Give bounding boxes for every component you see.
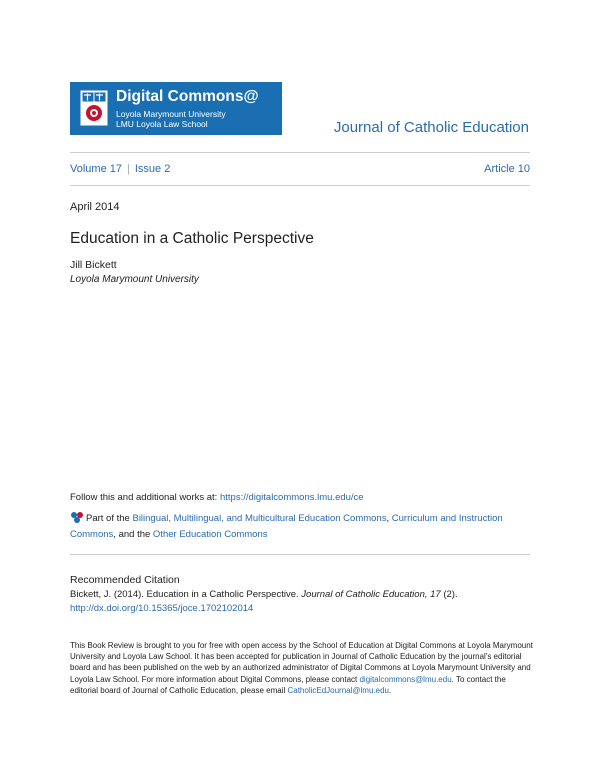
- part-of-commons: [70, 511, 532, 543]
- lmu-shield-icon: [80, 90, 108, 126]
- follow-line: [70, 492, 364, 503]
- open-access-notice: [70, 640, 535, 696]
- divider: [70, 554, 530, 555]
- citation-journal: Journal of Catholic Education, 17: [301, 589, 441, 600]
- journal-title-link[interactable]: Journal of Catholic Education: [333, 119, 529, 136]
- logo-title: Digital Commons@: [116, 88, 259, 105]
- notice-text-1: This Book Review is brought to you for free with open access by the School of Education at Digital Commons at Loyola Marymount University and Loyola Law School. It has been accepted for publication in Journal of Catholic Education by the journal's editorial board and has been published on the web by an authorized administrator of Digital Commons at Loyola Marymount University and Loyola Law School. For more information about Digital Commons, please contact: [70, 641, 533, 684]
- part-of-sep1: ,: [386, 513, 392, 524]
- divider: [70, 185, 530, 186]
- part-of-prefix: Part of the: [86, 513, 133, 524]
- follow-text: Follow this and additional works at:: [70, 492, 220, 503]
- logo-subtitle-lmu: Loyola Marymount University: [116, 109, 226, 119]
- author-affiliation: Loyola Marymount University: [70, 274, 199, 285]
- collection-url-link[interactable]: https://digitalcommons.lmu.edu/ce: [219, 492, 364, 503]
- article-number-link[interactable]: Article 10: [484, 163, 530, 175]
- citation-issue: (2).: [440, 589, 458, 600]
- volume-issue-line: [70, 163, 170, 175]
- article-title: Education in a Catholic Perspective: [70, 230, 314, 247]
- curriculum-commons-link[interactable]: Curriculum and Instruction Commons: [70, 513, 503, 540]
- recommended-citation-heading: Recommended Citation: [70, 574, 180, 586]
- issue-link[interactable]: Issue 2: [134, 163, 171, 175]
- citation-plain: Bickett, J. (2014). Education in a Catholic Perspective.: [70, 589, 302, 600]
- recommended-citation-text: [70, 588, 540, 616]
- volume-link[interactable]: Volume 17: [70, 163, 122, 175]
- bilingual-commons-link[interactable]: Bilingual, Multilingual, and Multicultural Education Commons: [132, 513, 387, 524]
- journal-email-link[interactable]: CatholicEdJournal@lmu.edu: [287, 685, 389, 695]
- notice-text-3: .: [388, 685, 392, 695]
- digitalcommons-email-link[interactable]: digitalcommons@lmu.edu: [359, 674, 452, 684]
- author-name: Jill Bickett: [70, 259, 117, 271]
- doi-link[interactable]: http://dx.doi.org/10.15365/joce.1702102014: [70, 603, 254, 614]
- logo-subtitle-law-school: LMU Loyola Law School: [116, 119, 208, 129]
- divider: [70, 152, 530, 153]
- network-commons-icon: [70, 511, 84, 523]
- other-education-commons-link[interactable]: Other Education Commons: [152, 529, 268, 540]
- notice-text-2: . To contact the editorial board of Journal of Catholic Education, please email: [70, 674, 506, 695]
- publication-date: April 2014: [70, 201, 120, 213]
- separator: |: [126, 163, 130, 175]
- part-of-sep2: , and the: [113, 529, 153, 540]
